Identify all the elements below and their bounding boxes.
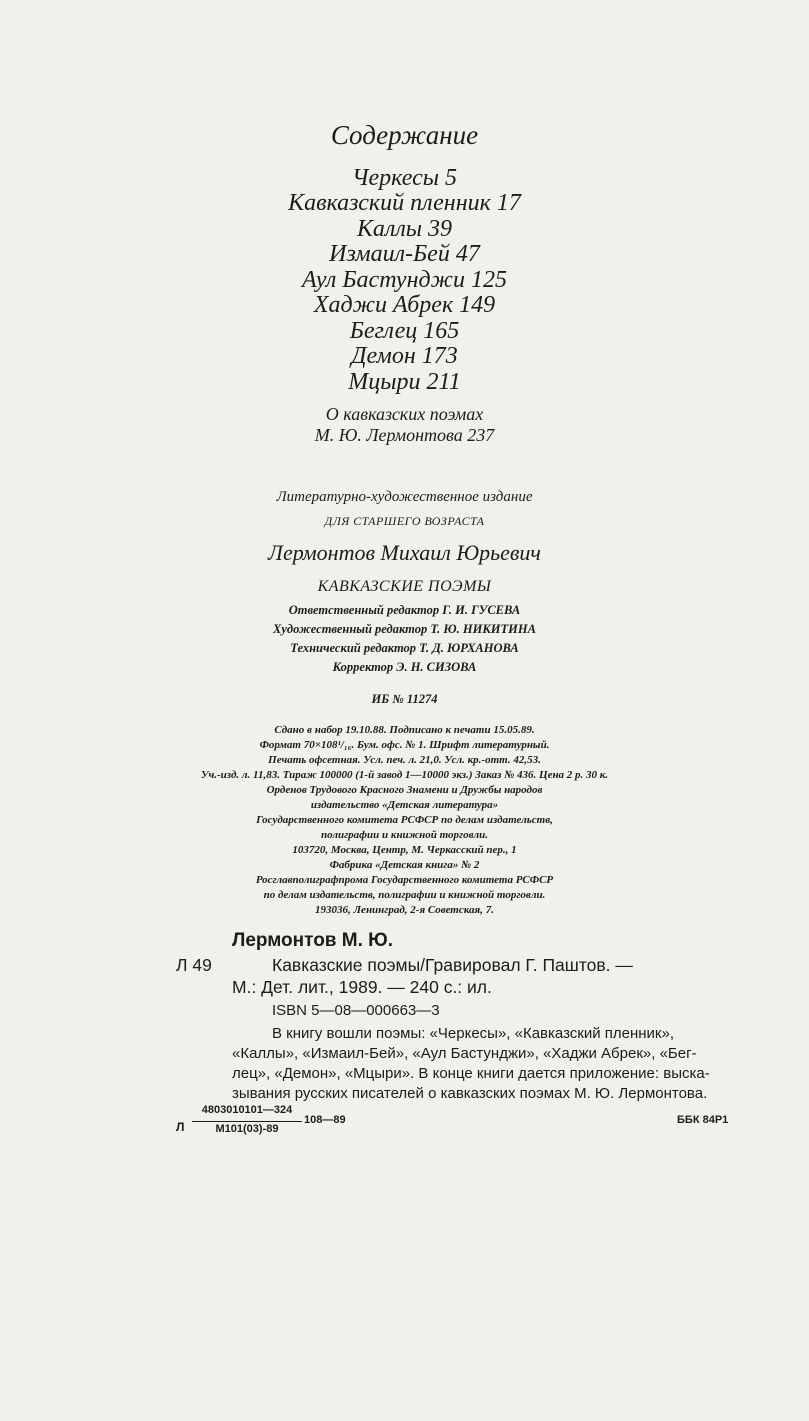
ib-number: ИБ № 11274: [371, 692, 438, 706]
toc-item-khadzhi-abrek: Хаджи Абрек 149: [313, 292, 496, 318]
imprint-line: Печать офсетная. Усл. печ. л. 21,0. Усл. кр.-отт. 42,53.: [268, 754, 541, 766]
imprint-line: Фабрика «Детская книга» № 2: [329, 859, 480, 871]
cipher-letter: Л: [176, 1120, 185, 1134]
toc-item-izmail-bey: Измаил-Бей 47: [329, 241, 480, 267]
toc-item-mtsyri: Мцыри 211: [348, 369, 461, 395]
cipher-suffix: 108—89: [304, 1114, 346, 1126]
cipher-numerator: 4803010101—324: [201, 1104, 293, 1116]
imprint-line: издательство «Детская литература»: [310, 799, 499, 811]
card-annotation-line: В книгу вошли поэмы: «Черкесы», «Кавказский пленник»,: [272, 1025, 675, 1042]
card-author-heading: Лермонтов М. Ю.: [232, 930, 394, 951]
cipher-denominator: М101(03)-89: [215, 1123, 279, 1135]
card-publication-line: М.: Дет. лит., 1989. — 240 с.: ил.: [232, 977, 492, 997]
card-isbn: ISBN 5—08—000663—3: [272, 1002, 440, 1019]
toc-item-aul-bastundzhi: Аул Бастунджи 125: [302, 267, 507, 293]
cipher-fraction-bar: [192, 1121, 302, 1122]
card-annotation-line: лец», «Демон», «Мцыри». В конце книги дается приложение: выска-: [232, 1065, 710, 1082]
age-group: ДЛЯ СТАРШЕГО ВОЗРАСТА: [324, 514, 485, 528]
card-title-line: Кавказские поэмы/Гравировал Г. Паштов. —: [272, 955, 633, 975]
credit-responsible-editor: Ответственный редактор Г. И. ГУСЕВА: [288, 603, 521, 617]
toc-appendix-line1: О кавказских поэмах: [325, 404, 484, 424]
credit-art-editor: Художественный редактор Т. Ю. НИКИТИНА: [273, 622, 536, 636]
imprint-line: Росглавполиграфпрома Государственного комитета РСФСР: [255, 874, 554, 886]
toc-item-kally: Каллы 39: [356, 216, 453, 242]
contents-heading: Содержание: [330, 120, 479, 150]
imprint-line: Сдано в набор 19.10.88. Подписано к печати 15.05.89.: [274, 724, 535, 736]
imprint-line: 193036, Ленинград, 2-я Советская, 7.: [315, 904, 494, 916]
toc-item-cherkesy: Черкесы 5: [351, 165, 458, 191]
imprint-line: Уч.-изд. л. 11,83. Тираж 100000 (1-й завод 1—10000 экз.) Заказ № 436. Цена 2 р. 30 к.: [200, 769, 609, 781]
card-class-mark: Л 49: [176, 955, 212, 975]
imprint-line: 103720, Москва, Центр, М. Черкасский пер., 1: [292, 844, 517, 856]
card-annotation-line: «Каллы», «Измаил-Бей», «Аул Бастунджи», «Хаджи Абрек», «Бег-: [232, 1045, 697, 1062]
toc-item-demon: Демон 173: [351, 343, 458, 369]
edition-type: Литературно-художественное издание: [276, 489, 533, 505]
toc-appendix-line2: М. Ю. Лермонтова 237: [314, 425, 495, 445]
bbk-code: ББК 84Р1: [677, 1114, 729, 1126]
credit-proofreader: Корректор Э. Н. СИЗОВА: [332, 660, 477, 674]
toc-item-beglets: Беглец 165: [349, 318, 460, 344]
credit-technical-editor: Технический редактор Т. Д. ЮРХАНОВА: [290, 641, 519, 655]
author-name: Лермонтов Михаил Юрьевич: [268, 540, 541, 565]
imprint-line: Государственного комитета РСФСР по делам издательств,: [256, 814, 553, 826]
book-title: КАВКАЗСКИЕ ПОЭМЫ: [317, 578, 492, 595]
card-annotation-line: зывания русских писателей о кавказских поэмах М. Ю. Лермонтова.: [232, 1085, 708, 1102]
toc-item-kavkazsky-plennik: Кавказский пленник 17: [288, 190, 521, 216]
imprint-line: Орденов Трудового Красного Знамени и Дружбы народов: [266, 784, 543, 796]
imprint-line: по делам издательств, полиграфии и книжной торговли.: [263, 889, 546, 901]
imprint-line: Формат 70×108¹/₁₆. Бум. офс. № 1. Шрифт литературный.: [259, 739, 550, 751]
imprint-line: полиграфии и книжной торговли.: [320, 829, 489, 841]
